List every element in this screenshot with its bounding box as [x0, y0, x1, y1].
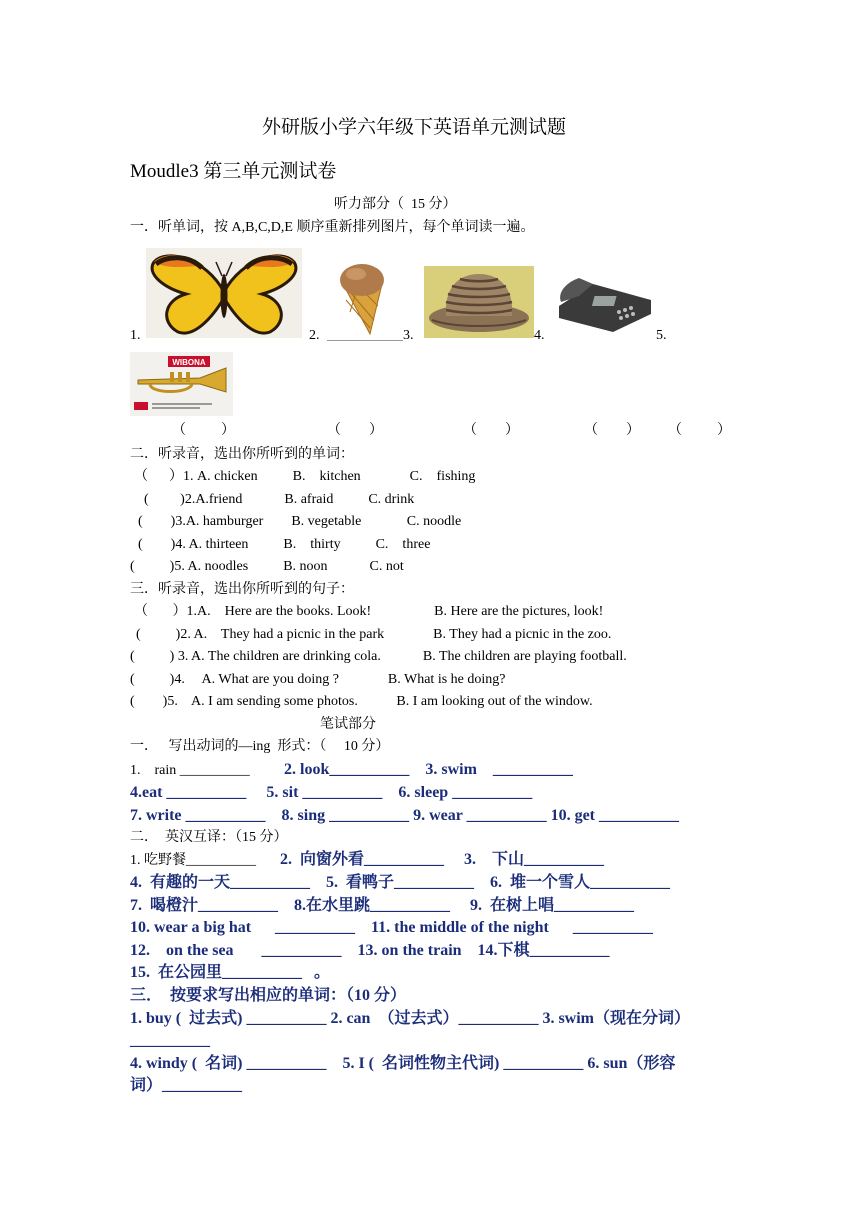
s2-row-2: ( )2.A.friend B. afraid C. drink: [144, 492, 415, 507]
hat-image: [424, 266, 534, 338]
w1-heading: 一． 写出动词的—ing 形式：（ 10 分）: [130, 739, 390, 754]
trumpet-image: [130, 352, 233, 416]
w3-heading: 三． 按要求写出相应的单词：（10 分）: [130, 987, 407, 1004]
s2-row-1: （ ）1. A. chicken B. kitchen C. fishing: [134, 469, 476, 484]
w1-row-1-rest: 2. look__________ 3. swim __________: [268, 761, 573, 778]
w1-row-1-first: 1. rain __________: [130, 763, 250, 778]
w3-row-1: 1. buy ( 过去式) __________ 2. can （过去式）__________ 3. swim（现在分词）: [130, 1010, 691, 1027]
butterfly-image: [146, 248, 302, 338]
s2-row-4: ( )4. A. thirteen B. thirty C. three: [138, 537, 431, 552]
doc-subtitle: Moudle3 第三单元测试卷: [130, 161, 337, 182]
svg-text:WIBONA: WIBONA: [172, 358, 206, 367]
written-header: 笔试部分: [320, 717, 376, 732]
w2-row-6: 15. 在公园里__________ 。: [130, 964, 331, 981]
pic-label-4: 4.: [534, 328, 545, 343]
w2-heading: 二． 英汉互译：（15 分）: [130, 830, 288, 845]
pic-label-1: 1.: [130, 328, 141, 343]
bracket-3: （ ）: [463, 423, 519, 438]
bracket-4: （ ）: [584, 423, 640, 438]
w3-row-2: 4. windy ( 名词) __________ 5. I ( 名词性物主代词) __________ 6. sun（形容: [130, 1055, 676, 1072]
w2-row-2: 4. 有趣的一天__________ 5. 看鸭子__________ 6. 堆一个雪人__________: [130, 874, 671, 891]
pic-underline: [327, 340, 403, 341]
bracket-1: （ ）: [172, 423, 235, 438]
w1-row-3: 7. write __________ 8. sing __________ 9. wear __________ 10. get __________: [130, 807, 679, 824]
s1-heading: 一．听单词，按 A,B,C,D,E 顺序重新排列图片，每个单词读一遍。: [130, 220, 535, 235]
s3-heading: 三．听录音，选出你所听到的句子：: [130, 582, 354, 597]
s2-row-5: ( )5. A. noodles B. noon C. not: [130, 559, 404, 574]
ice-cream-image: [330, 256, 392, 336]
doc-title: 外研版小学六年级下英语单元测试题: [262, 117, 567, 138]
w2-row-4: 10. wear a big hat __________ 11. the middle of the night __________: [130, 919, 653, 936]
bracket-5: （ ）: [668, 423, 731, 438]
w3-row-1-cont: __________: [130, 1032, 210, 1049]
s2-heading: 二．听录音，选出你所听到的单词：: [130, 447, 354, 462]
s2-row-3: ( )3.A. hamburger B. vegetable C. noodle: [138, 514, 462, 529]
listening-header: 听力部分（ 15 分）: [334, 197, 457, 212]
s3-row-2: ( )2. A. They had a picnic in the park B. They had a picnic in the zoo.: [136, 627, 612, 642]
w2-row-1-rest: 2. 向窗外看__________ 3. 下山__________: [256, 851, 605, 868]
w2-row-3: 7. 喝橙汁__________ 8.在水里跳__________ 9. 在树上唱__________: [130, 897, 635, 914]
bracket-2: （ ）: [327, 423, 383, 438]
w2-row-1-first: 1. 吃野餐__________: [130, 853, 256, 868]
w1-row-2: 4.eat __________ 5. sit __________ 6. sleep __________: [130, 784, 533, 801]
w2-row-5: 12. on the sea __________ 13. on the train 14.下棋__________: [130, 942, 610, 959]
telephone-image: [553, 272, 657, 334]
pic-label-3: 3.: [403, 328, 414, 343]
s3-row-4: ( )4. A. What are you doing ? B. What is he doing?: [130, 672, 506, 687]
s3-row-3: ( ) 3. A. The children are drinking cola. B. The children are playing football.: [130, 649, 627, 664]
w3-row-2-cont: 词）__________: [130, 1077, 243, 1094]
s3-row-1: （ ）1.A. Here are the books. Look! B. Here are the pictures, look!: [134, 604, 604, 619]
pic-label-2: 2.: [309, 328, 320, 343]
s3-row-5: ( )5. A. I am sending some photos. B. I am looking out of the window.: [130, 694, 593, 709]
pic-label-5: 5.: [656, 328, 667, 343]
